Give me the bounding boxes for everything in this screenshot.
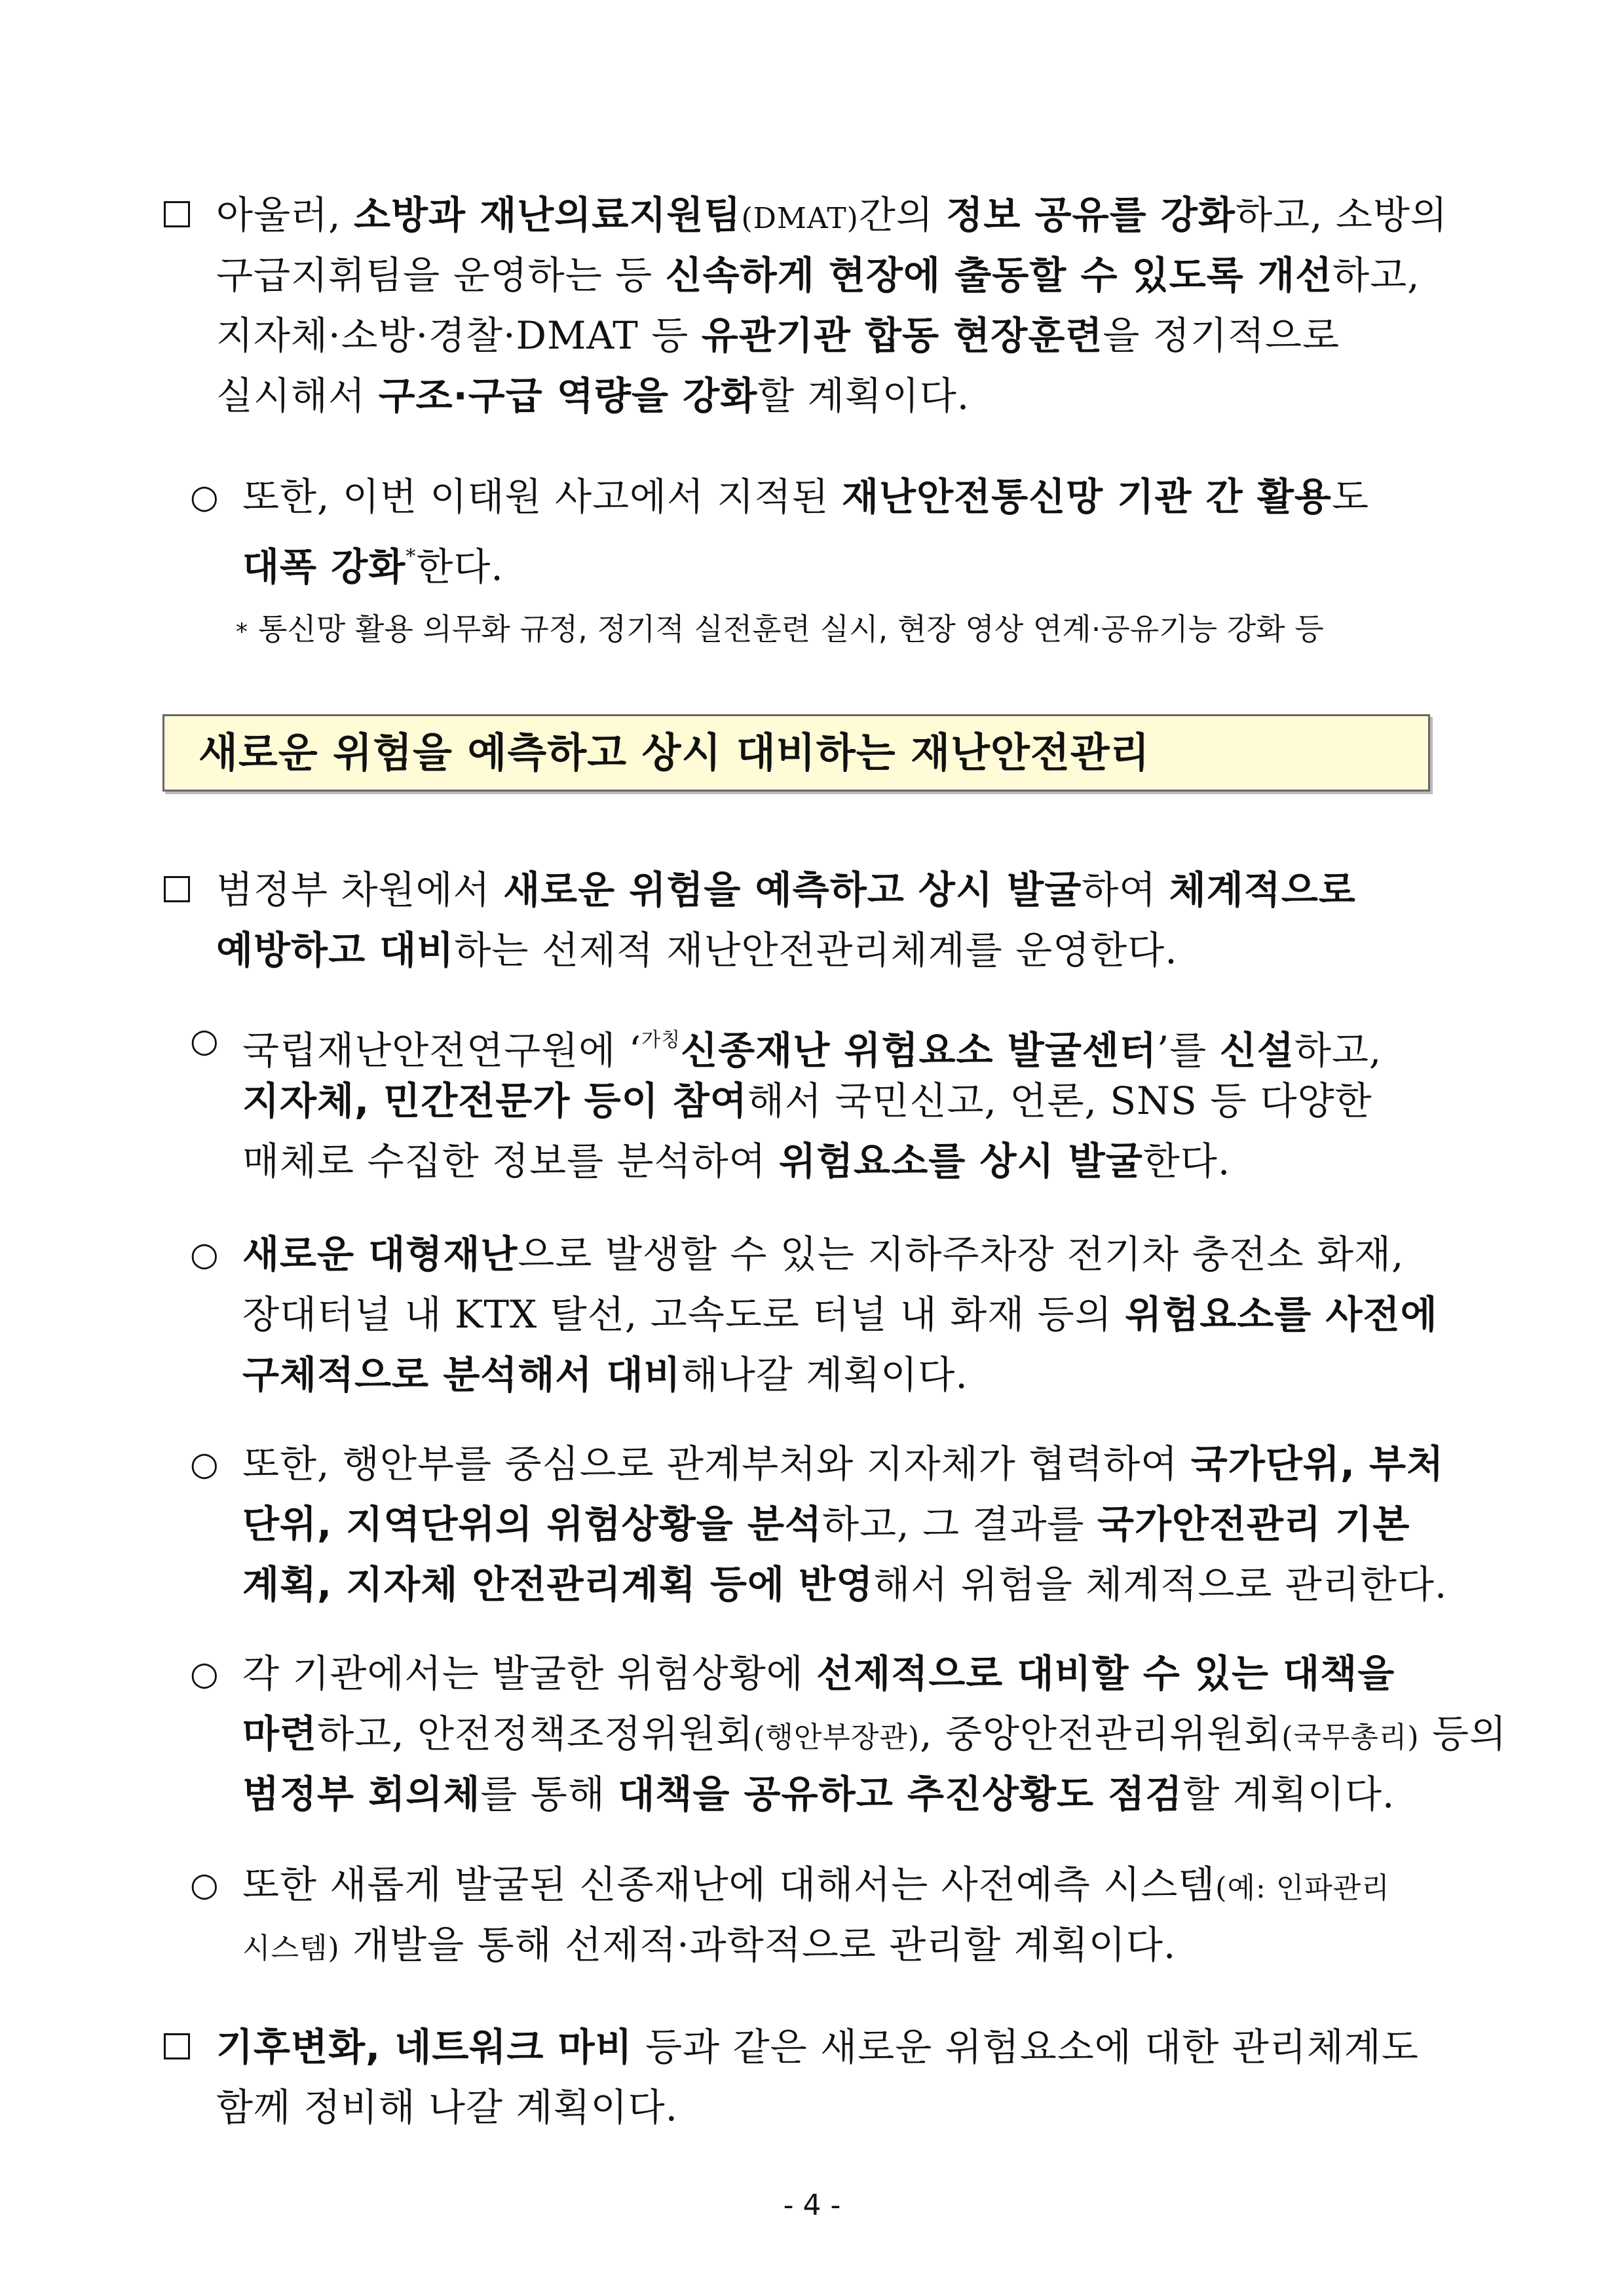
text-line: 마련하고, 안전정책조정위원회(행안부장관), 중앙안전관리위원회(국무총리) 등의 <box>242 1712 1507 1756</box>
text-line: 구체적으로 분석해서 대비해나갈 계획이다. <box>242 1352 968 1397</box>
text-line: 지자체, 민간전문가 등이 참여해서 국민신고, 언론, SNS 등 다양한 <box>242 1079 1372 1123</box>
footnote: * 통신망 활용 의무화 규정, 정기적 실전훈련 실시, 현장 영상 연계·공유기능 강화 등 <box>236 611 1324 647</box>
paragraph-climate-change <box>164 2017 1481 2137</box>
paragraph-risk-analysis <box>164 1434 1481 1615</box>
text-line: 범정부 차원에서 새로운 위험을 예측하고 상시 발굴하여 체계적으로 <box>216 868 1356 912</box>
square-bullet-icon <box>164 876 190 902</box>
text-line: 아울러, 소방과 재난의료지원팀(DMAT)간의 정보 공유를 강화하고, 소방의 <box>216 193 1448 237</box>
paragraph-large-disaster <box>164 1224 1481 1405</box>
text-line: 새로운 대형재난으로 발생할 수 있는 지하주차장 전기차 충전소 화재, <box>242 1232 1405 1276</box>
circle-bullet-icon: ○ <box>190 478 219 516</box>
text-line: 계획, 지자체 안전관리계획 등에 반영해서 위험을 체계적으로 관리한다. <box>242 1562 1448 1607</box>
section-title: 새로운 위험을 예측하고 상시 대비하는 재난안전관리 <box>198 729 1150 776</box>
paragraph-gov-system <box>164 860 1481 980</box>
section-header-box <box>162 714 1430 792</box>
text-line: 범정부 회의체를 통해 대책을 공유하고 추진상황도 점검할 계획이다. <box>242 1772 1395 1816</box>
paragraph-comm-network <box>164 467 1481 587</box>
text-line: 시스템) 개발을 통해 선제적·과학적으로 관리할 계획이다. <box>242 1923 1177 1967</box>
text-line: 장대터널 내 KTX 탈선, 고속도로 터널 내 화재 등의 위험요소를 사전에 <box>242 1292 1438 1337</box>
text-line: 또한, 행안부를 중심으로 관계부처와 지자체가 협력하여 국가단위, 부처 <box>242 1442 1445 1486</box>
paragraph-prediction-system <box>164 1854 1481 1975</box>
paragraph-risk-center <box>164 1010 1481 1191</box>
text-line: 단위, 지역단위의 위험상황을 분석하고, 그 결과를 국가안전관리 기본 <box>242 1502 1410 1546</box>
text-line: 대폭 강화*한다. <box>242 545 504 589</box>
text-line: 예방하고 대비하는 선제적 재난안전관리체계를 운영한다. <box>216 928 1178 972</box>
circle-bullet-icon: ○ <box>190 1022 219 1060</box>
page-number: - 4 - <box>783 2189 841 2222</box>
paragraph-countermeasures <box>164 1643 1507 1824</box>
circle-bullet-icon: ○ <box>190 1655 219 1693</box>
text-line: 구급지휘팀을 운영하는 등 신속하게 현장에 출동할 수 있도록 개선하고, <box>216 253 1420 297</box>
text-line: 함께 정비해 나갈 계획이다. <box>216 2085 679 2130</box>
text-line: 또한, 이번 이태원 사고에서 지적된 재난안전통신망 기관 간 활용도 <box>242 474 1369 519</box>
text-line: 매체로 수집한 정보를 분석하여 위험요소를 상시 발굴한다. <box>242 1139 1231 1183</box>
square-bullet-icon <box>164 201 190 227</box>
text-line: 기후변화, 네트워크 마비 등과 같은 새로운 위험요소에 대한 관리체계도 <box>216 2025 1419 2069</box>
circle-bullet-icon: ○ <box>190 1866 219 1904</box>
text-line: 실시해서 구조·구급 역량을 강화할 계획이다. <box>216 373 970 418</box>
square-bullet-icon <box>164 2033 190 2059</box>
paragraph-dmat <box>164 185 1481 426</box>
text-line: 각 기관에서는 발굴한 위험상황에 선제적으로 대비할 수 있는 대책을 <box>242 1651 1395 1696</box>
circle-bullet-icon: ○ <box>190 1235 219 1273</box>
text-line: 국립재난안전연구원에 ‘$^{가칭}$신종재난 위험요소 발굴센터’를 신설하고, <box>242 1028 1382 1073</box>
text-line: 지자체·소방·경찰·DMAT 등 유관기관 합동 현장훈련을 정기적으로 <box>216 313 1340 358</box>
text-line: 또한 새롭게 발굴된 신종재난에 대해서는 사전예측 시스템(예: 인파관리 <box>242 1862 1390 1907</box>
circle-bullet-icon: ○ <box>190 1445 219 1483</box>
